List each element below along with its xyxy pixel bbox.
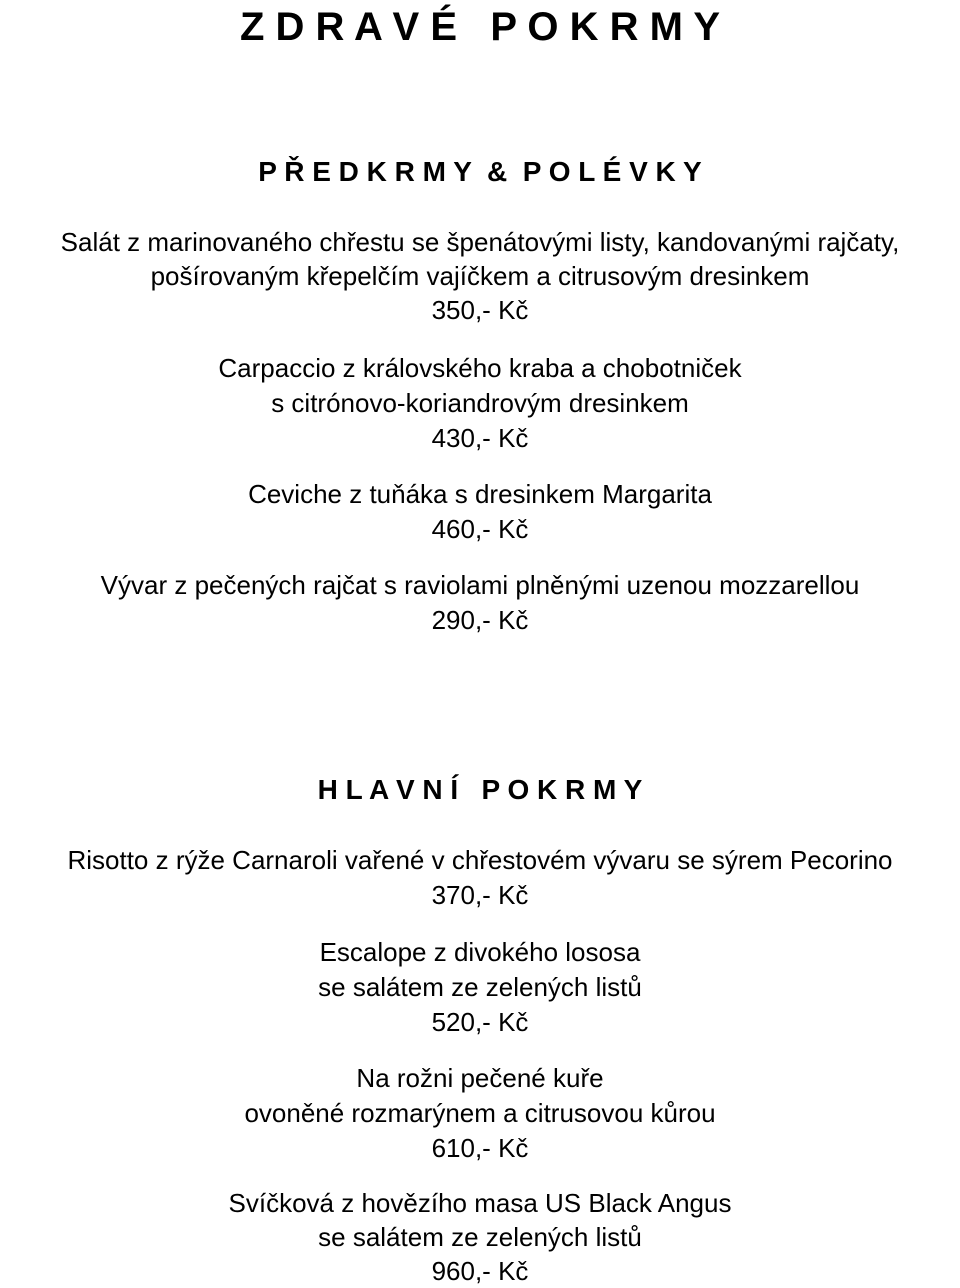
menu-item-line: ovoněné rozmarýnem a citrusovou kůrou (244, 1098, 716, 1128)
menu-item-price: 430,- Kč (431, 423, 529, 453)
menu-item-line: Ceviche z tuňáka s dresinkem Margarita (248, 479, 712, 509)
menu-item-price: 460,- Kč (431, 514, 529, 544)
menu-item-line: Svíčková z hovězího masa US Black Angus (228, 1188, 732, 1218)
menu-item-line: Salát z marinovaného chřestu se špenátovými listy, kandovanými rajčaty, (60, 227, 900, 257)
menu-item-price: 610,- Kč (431, 1133, 529, 1163)
menu-item-line: Risotto z rýže Carnaroli vařené v chřestovém vývaru se sýrem Pecorino (67, 845, 893, 875)
menu-item-price: 290,- Kč (431, 605, 529, 635)
menu-item-line: Vývar z pečených rajčat s raviolami plněnými uzenou mozzarellou (100, 570, 860, 600)
menu-item-line: se salátem ze zelených listů (318, 972, 642, 1002)
section-heading-starters: P Ř E D K R M Y & P O L É V K Y (258, 156, 702, 187)
page-title: Z D R A V É P O K R M Y (239, 5, 721, 49)
menu-item-price: 960,- Kč (431, 1256, 529, 1286)
menu-item-price: 370,- Kč (431, 880, 529, 910)
menu-item-line: se salátem ze zelených listů (318, 1222, 642, 1252)
menu-item-price: 520,- Kč (431, 1007, 529, 1037)
menu-item-line: s citrónovo-koriandrovým dresinkem (271, 388, 689, 418)
menu-item-line: Escalope z divokého lososa (319, 937, 641, 967)
menu-item-price: 350,- Kč (431, 295, 529, 325)
section-heading-mains: H L A V N Í P O K R M Y (317, 774, 643, 805)
menu-item-line: Carpaccio z královského kraba a chobotniček (218, 353, 742, 383)
menu-item-line: pošírovaným křepelčím vajíčkem a citrusovým dresinkem (150, 261, 810, 291)
menu-item-line: Na rožni pečené kuře (356, 1063, 604, 1093)
